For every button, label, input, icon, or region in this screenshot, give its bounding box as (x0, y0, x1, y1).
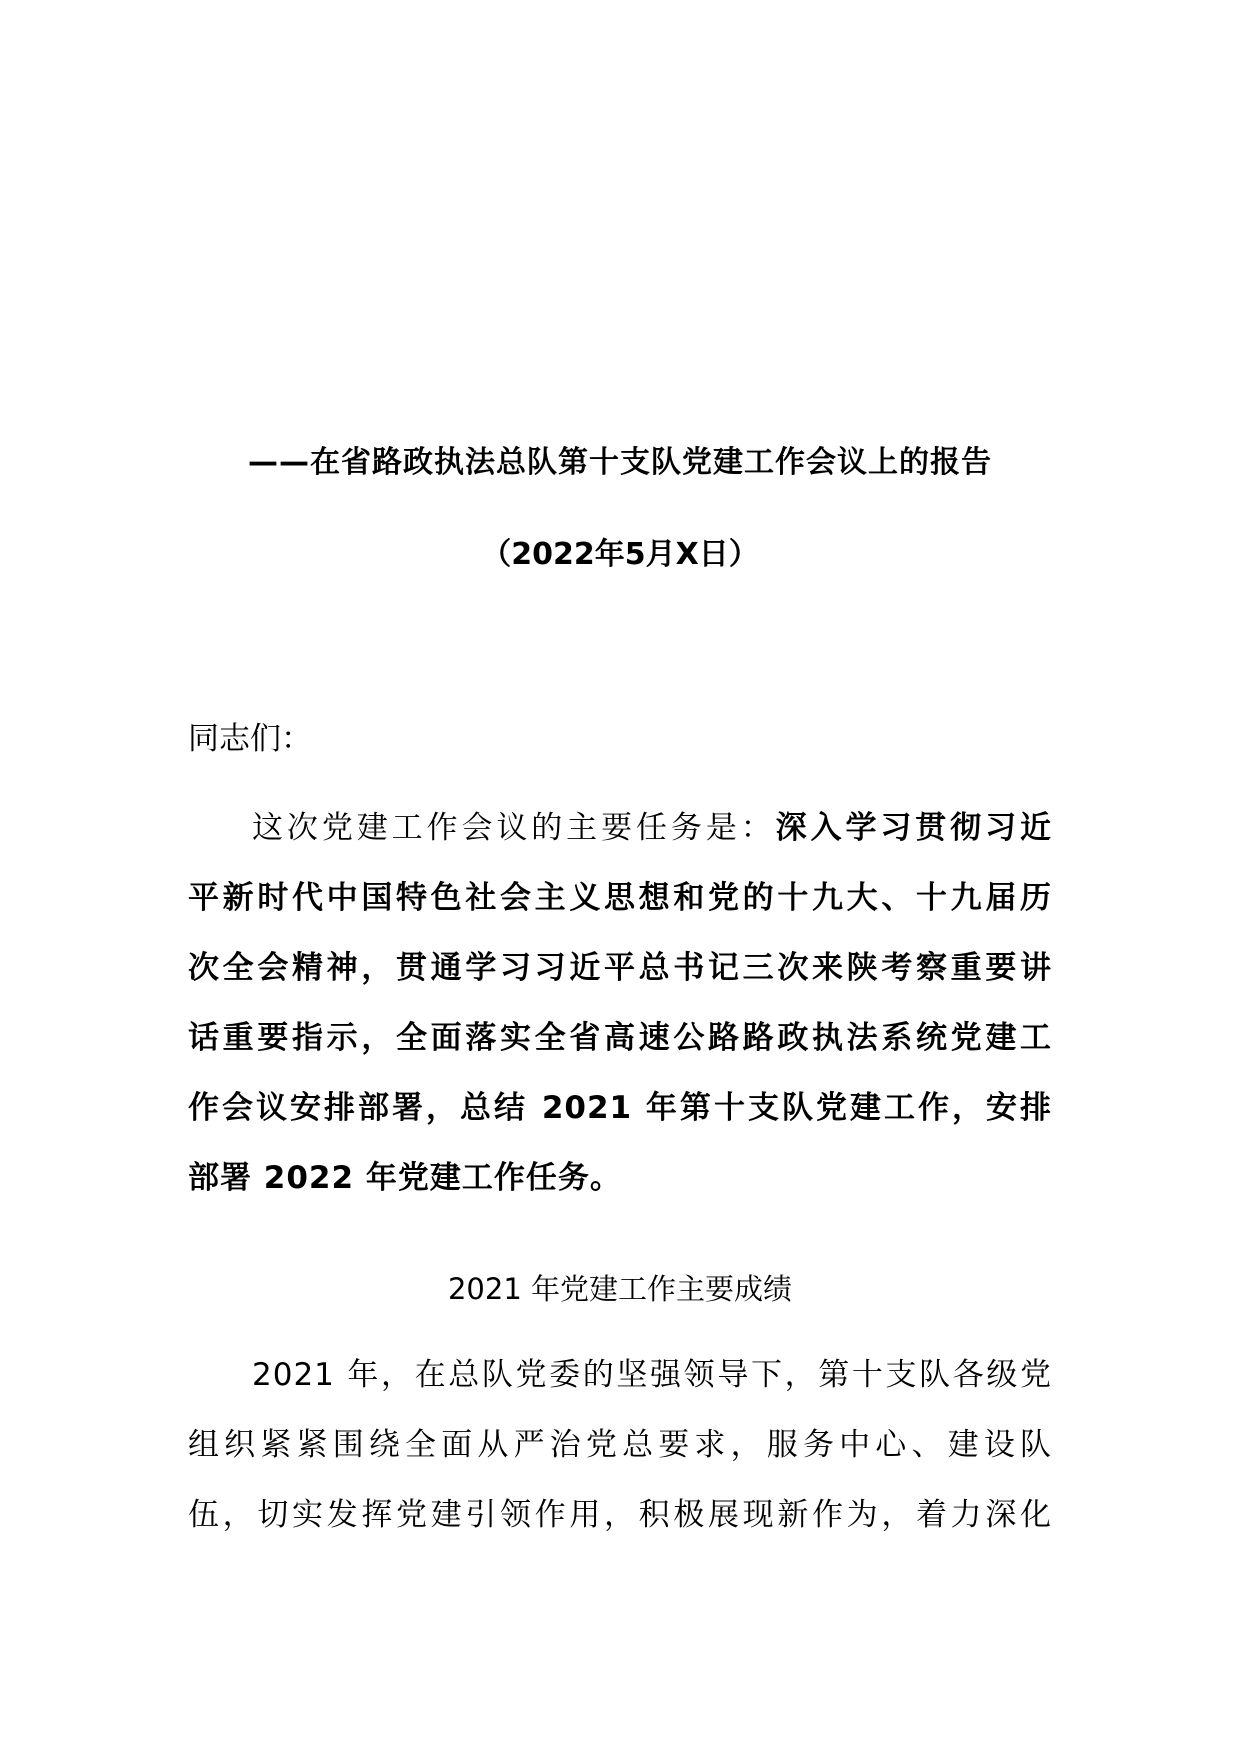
report-subtitle: ——在省路政执法总队第十支队党建工作会议上的报告 (248, 445, 992, 480)
paragraph-line: 话重要指示，全面落实全省高速公路路政执法系统党建工 (188, 1020, 1052, 1056)
paragraph-line: 组织紧紧围绕全面从严治党总要求，服务中心、建设队 (188, 1427, 1052, 1463)
paragraph-line: 次全会精神，贯通学习习近平总书记三次来陕考察重要讲 (188, 950, 1052, 986)
intro-bold-text: 深入学习贯彻习近 (775, 810, 1053, 846)
paragraph-line (188, 793, 1052, 863)
paragraph-line: 伍，切实发挥党建引领作用，积极展现新作为，着力深化 (188, 1497, 1052, 1533)
report-date: （2022年5月X日） (481, 537, 759, 572)
paragraph-line: 作会议安排部署，总结 2021 年第十支队党建工作，安排 (188, 1090, 1052, 1126)
section-heading: 2021 年党建工作主要成绩 (447, 1272, 793, 1306)
salutation: 同志们： (188, 721, 312, 757)
body-paragraph (188, 1340, 1052, 1550)
paragraph-line: 部署 2022 年党建工作任务。 (188, 1160, 622, 1196)
paragraph-line: 平新时代中国特色社会主义思想和党的十九大、十九届历 (188, 880, 1052, 916)
intro-lead-text: 这次党建工作会议的主要任务是： (252, 810, 776, 846)
intro-paragraph (188, 793, 1052, 1213)
paragraph-line: 2021 年，在总队党委的坚强领导下，第十支队各级党 (252, 1357, 1052, 1393)
